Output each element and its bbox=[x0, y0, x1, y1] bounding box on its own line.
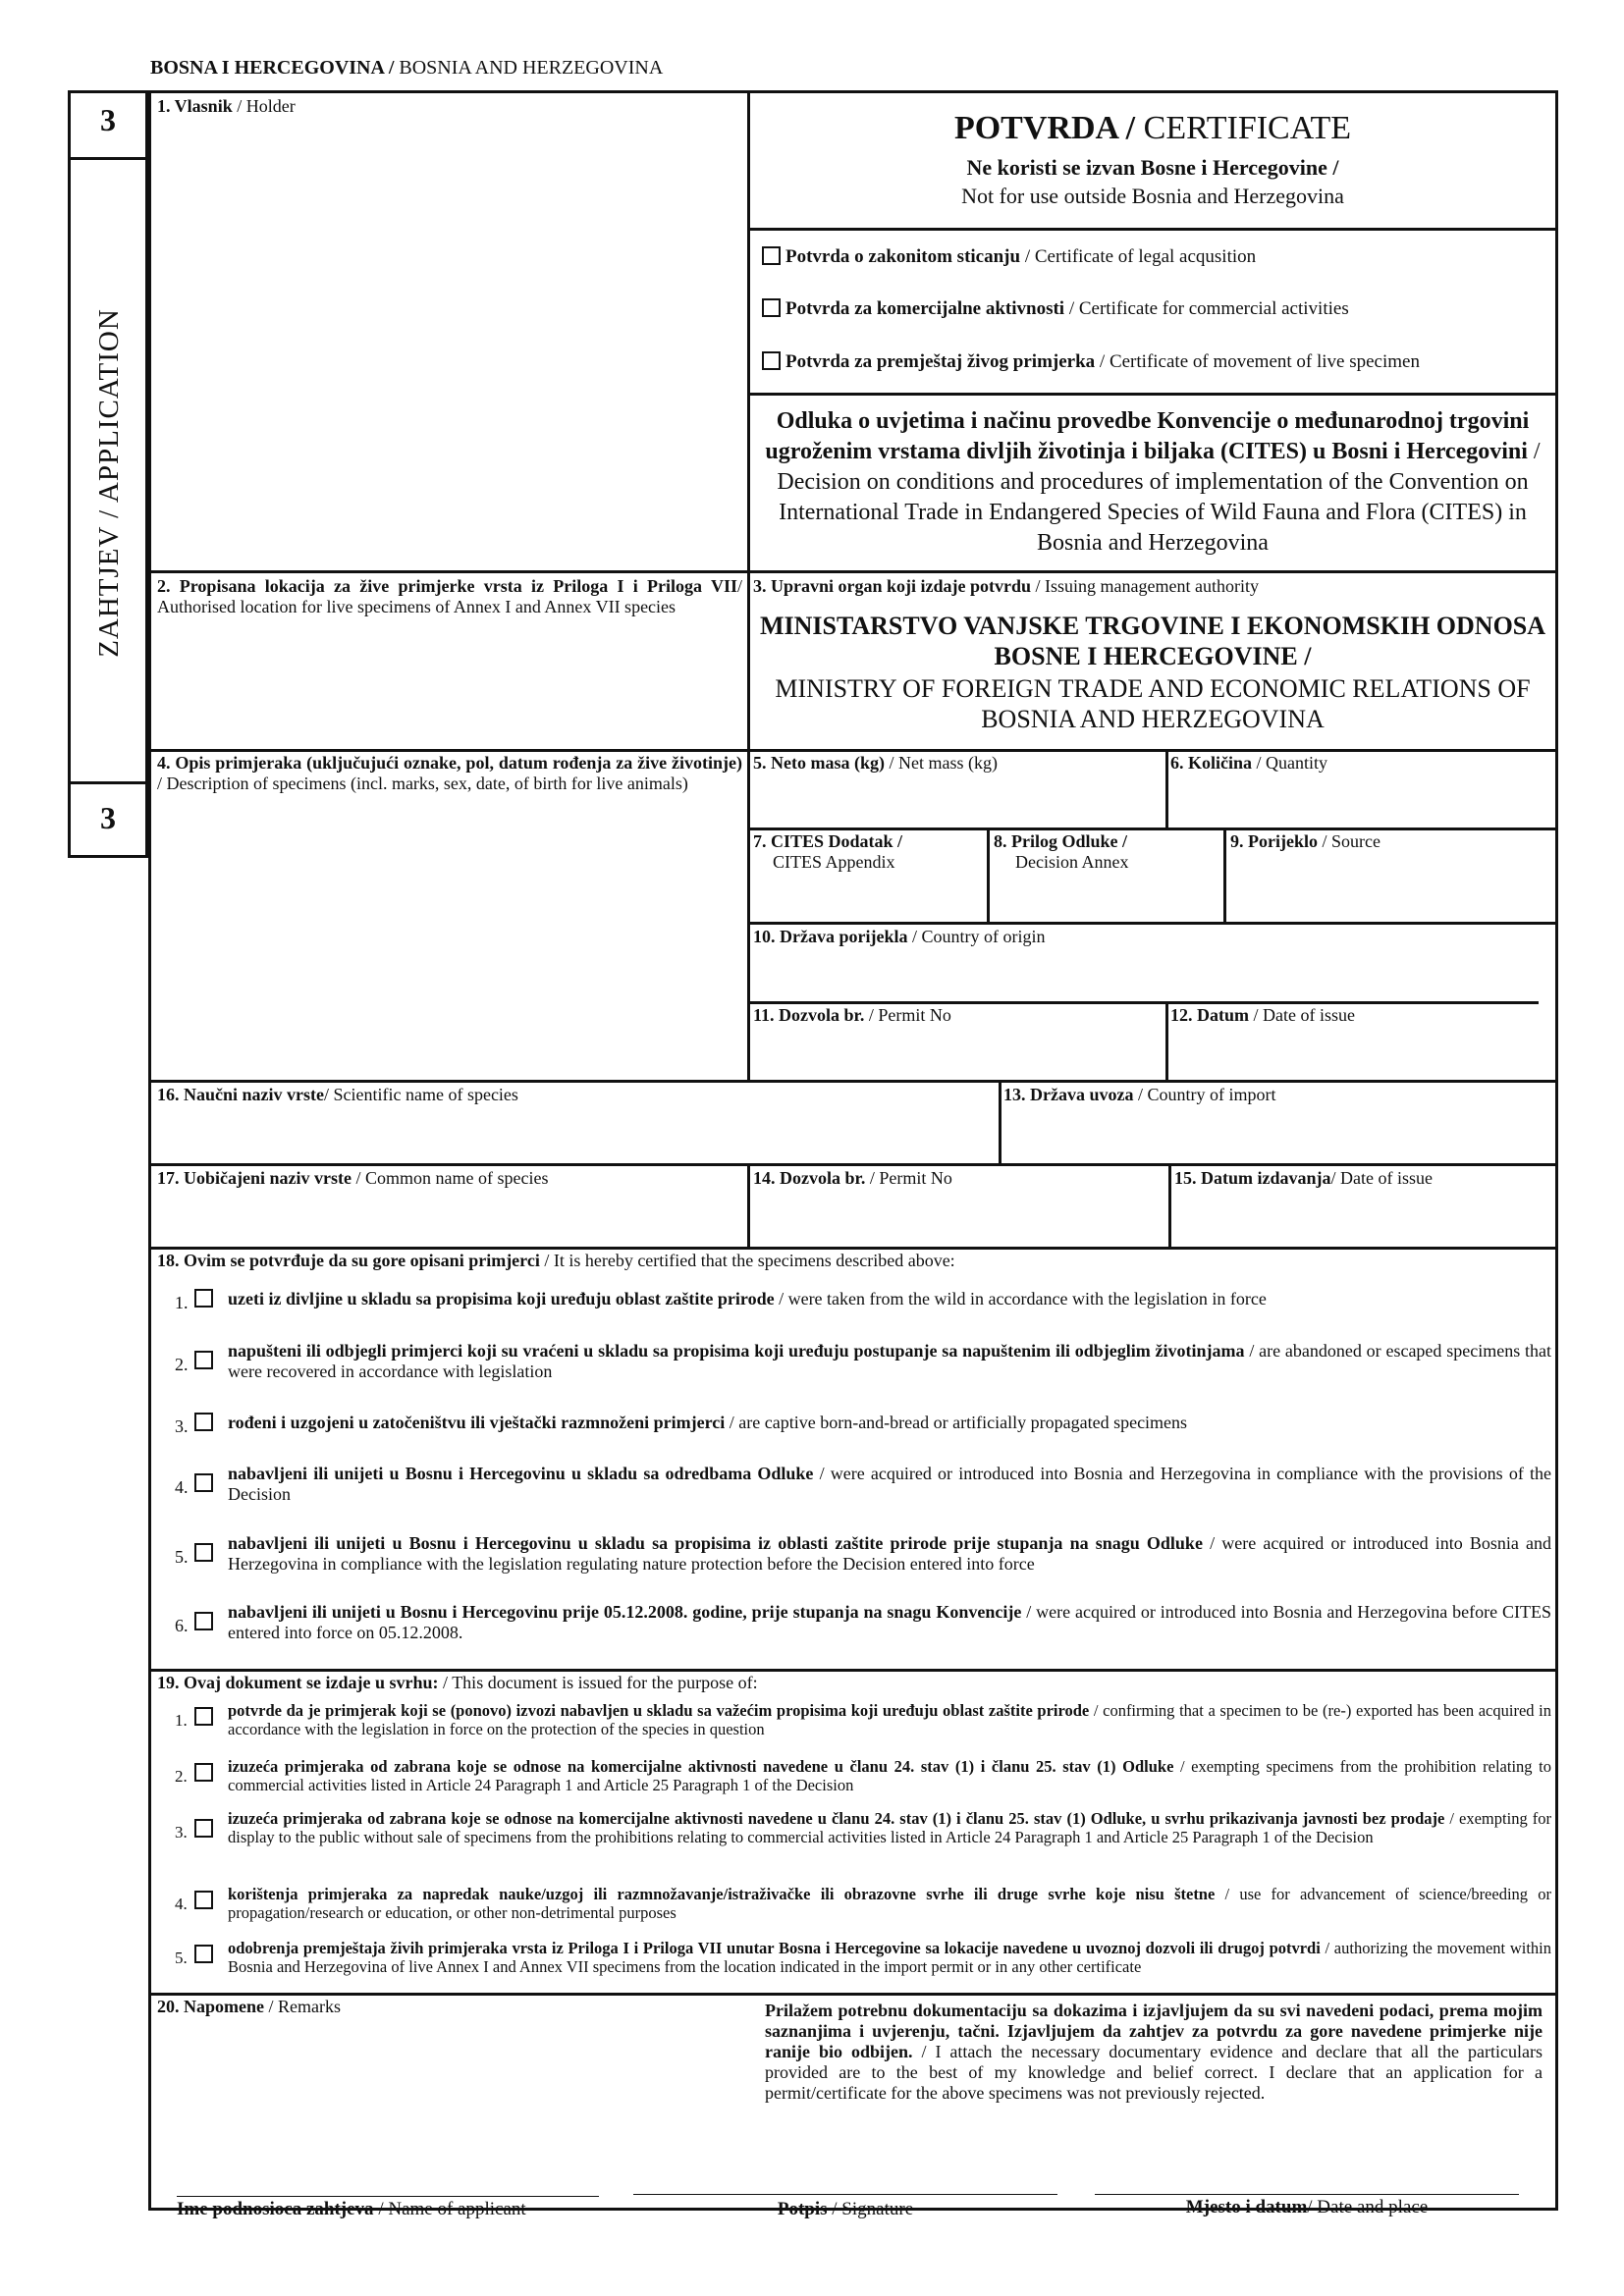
label-bold: Ime podnosioca zahtjeva bbox=[177, 2199, 374, 2219]
label-en: / Signature bbox=[827, 2199, 914, 2219]
option-number: 1. bbox=[175, 1711, 188, 1730]
field-12-date-label bbox=[1170, 1005, 1355, 1026]
option-text bbox=[228, 1413, 1551, 1433]
label-bold: 12. Datum bbox=[1170, 1005, 1249, 1025]
cert-type-label: Potvrda za komercijalne aktivnosti bbox=[785, 298, 1065, 319]
decision-bold: Odluka o uvjetima i načinu provedbe Konvencije o međunarodnoj trgovini ugroženim vrstama divljih životinja i biljaka (CITES) u Bosni i Hercegovini bbox=[765, 408, 1530, 464]
section-18-heading bbox=[157, 1251, 955, 1271]
field-7-appendix-label bbox=[753, 831, 902, 873]
label-en: / Quantity bbox=[1252, 753, 1328, 773]
issuing-authority-name-en: MINISTRY OF FOREIGN TRADE AND ECONOMIC RELATIONS OF BOSNIA AND HERZEGOVINA bbox=[775, 674, 1531, 733]
option-checkbox[interactable] bbox=[194, 1351, 213, 1369]
label-bold: izuzeća primjeraka od zabrana koje se odnose na komercijalne aktivnosti navedene u članu 24. stav (1) i članu 25. stav (1) Odluke bbox=[228, 1757, 1174, 1776]
section-18-option-3[interactable] bbox=[175, 1413, 1551, 1436]
label-en: / Permit No bbox=[864, 1005, 951, 1025]
country-header bbox=[150, 57, 663, 80]
label-en: / Name of applicant bbox=[373, 2199, 526, 2219]
section-19-option-3[interactable] bbox=[175, 1809, 1551, 1846]
cert-type-commercial[interactable] bbox=[762, 298, 1349, 320]
option-checkbox[interactable] bbox=[194, 1289, 213, 1308]
option-number: 3. bbox=[175, 1823, 188, 1842]
label-en: Decision Annex bbox=[1015, 852, 1129, 872]
label-bold: uzeti iz divljine u skladu sa propisima koji uređuju oblast zaštite prirode bbox=[228, 1289, 775, 1308]
option-number: 2. bbox=[175, 1767, 188, 1786]
option-number: 5. bbox=[175, 1547, 189, 1567]
cert-type-label-en: / Certificate of legal acqusition bbox=[1020, 246, 1257, 267]
section-19-option-2[interactable] bbox=[175, 1757, 1551, 1794]
country-of-origin-input[interactable] bbox=[751, 950, 1554, 999]
label-bold: 11. Dozvola br. bbox=[753, 1005, 865, 1025]
section-18-option-2[interactable] bbox=[175, 1341, 1551, 1382]
field-2-location-label bbox=[157, 576, 742, 617]
label-en: / Common name of species bbox=[351, 1168, 549, 1188]
copy-number-bottom: 3 bbox=[100, 800, 116, 835]
cert-type-label-en: / Certificate for commercial activities bbox=[1064, 298, 1349, 319]
field-13-country-import-label bbox=[1003, 1085, 1275, 1105]
label-bold: 6. Količina bbox=[1170, 753, 1253, 773]
label-bold: nabavljeni ili unijeti u Bosnu i Hercegovinu u skladu sa propisima iz oblasti zaštite prirode prije stupanja na snagu Odluke bbox=[228, 1533, 1203, 1553]
label-en: / were acquired or introduced into Bosnia and Herzegovina in compliance with the legislation regulating nature protection before the Decision entered into force bbox=[228, 1533, 1551, 1574]
section-19-option-4[interactable] bbox=[175, 1885, 1551, 1922]
field-10-origin-label bbox=[753, 927, 1045, 947]
label-en: / Source bbox=[1317, 831, 1380, 851]
label-bold: napušteni ili odbjegli primjerci koji su vraćeni u skladu sa propisima koji uređuju postupanje sa napuštenim ili odbjeglim životinjama bbox=[228, 1341, 1245, 1361]
option-text bbox=[228, 1602, 1551, 1643]
certificate-title-bold: POTVRDA / bbox=[953, 110, 1136, 146]
label-en: / are captive born-and-bread or artificially propagated specimens bbox=[725, 1413, 1188, 1432]
label-en: / Description of specimens (incl. marks, sex, date, of birth for live animals) bbox=[157, 774, 688, 793]
label-en: / use for advancement of science/breeding or propagation/research or education, or other non-detrimental purposes bbox=[228, 1885, 1551, 1922]
option-checkbox[interactable] bbox=[194, 1543, 213, 1562]
label-en: / exempting specimens from the prohibition relating to commercial activities listed in Article 24 Paragraph 1 and Article 25 Paragraph 1 of the Decision bbox=[228, 1757, 1551, 1794]
label-bold: 10. Država porijekla bbox=[753, 927, 908, 946]
vertical-label-text: ZAHTJEV / APPLICATION bbox=[93, 308, 125, 658]
option-number: 3. bbox=[175, 1416, 189, 1436]
section-18-option-1[interactable] bbox=[175, 1289, 1551, 1312]
label-bold: 1. Vlasnik bbox=[157, 96, 233, 116]
cert-type-movement[interactable] bbox=[762, 351, 1420, 373]
label-en: / Country of origin bbox=[907, 927, 1046, 946]
usage-notice-en: Not for use outside Bosnia and Herzegovina bbox=[961, 184, 1344, 208]
section-19-option-5[interactable] bbox=[175, 1939, 1551, 1976]
option-checkbox[interactable] bbox=[194, 1413, 213, 1431]
option-text bbox=[228, 1939, 1551, 1976]
label-bold: 19. Ovaj dokument se izdaje u svrhu: bbox=[157, 1673, 439, 1692]
label-bold: 3. Upravni organ koji izdaje potvrdu bbox=[753, 576, 1032, 596]
label-bold: 13. Država uvoza bbox=[1003, 1085, 1134, 1104]
section-19-heading bbox=[157, 1673, 758, 1693]
label-en: / Net mass (kg) bbox=[884, 753, 998, 773]
field-17-common-name-label bbox=[157, 1168, 548, 1189]
label-en: CITES Appendix bbox=[773, 852, 895, 872]
label-bold: 15. Datum izdavanja bbox=[1174, 1168, 1331, 1188]
label-en: / exempting for display to the public without sale of specimens from the prohibitions relating to commercial activities listed in Article 24 Paragraph 1 and Article 25 Paragraph 1 of the Decision bbox=[228, 1809, 1551, 1846]
field-11-permit-label bbox=[753, 1005, 951, 1026]
section-18-option-4[interactable] bbox=[175, 1464, 1551, 1505]
option-text bbox=[228, 1885, 1551, 1922]
option-number: 4. bbox=[175, 1477, 189, 1497]
option-number: 4. bbox=[175, 1895, 188, 1913]
date-place-input[interactable] bbox=[1095, 2140, 1519, 2192]
checkbox-movement[interactable] bbox=[762, 351, 781, 370]
field-15-date-label bbox=[1174, 1168, 1433, 1189]
label-en: / Authorised location for live specimens of Annex I and Annex VII species bbox=[157, 576, 742, 616]
usage-notice: Ne koristi se izvan Bosne i Hercegovine / bbox=[966, 155, 1339, 180]
quantity-input[interactable] bbox=[1169, 775, 1554, 825]
label-en: / Country of import bbox=[1133, 1085, 1276, 1104]
option-number: 5. bbox=[175, 1949, 188, 1967]
option-text bbox=[228, 1809, 1551, 1846]
option-text bbox=[228, 1464, 1551, 1505]
option-checkbox[interactable] bbox=[194, 1763, 213, 1782]
applicant-name-label bbox=[177, 2199, 599, 2220]
decision-en: / Decision on conditions and procedures of implementation of the Convention on International Trade in Endangered Species of Wild Fauna and Flora (CITES) in Bosnia and Herzegovina bbox=[777, 439, 1541, 556]
option-text bbox=[228, 1701, 1551, 1738]
signature-label bbox=[633, 2199, 1057, 2220]
cert-type-legal-acquisition[interactable] bbox=[762, 246, 1256, 268]
checkbox-commercial[interactable] bbox=[762, 298, 781, 317]
label-bold: nabavljeni ili unijeti u Bosnu i Hercegovinu prije 05.12.2008. godine, prije stupanja na snagu Konvencije bbox=[228, 1602, 1022, 1622]
label-en: / are abandoned or escaped specimens that were recovered in accordance with legislation bbox=[228, 1341, 1551, 1381]
label-bold: rođeni i uzgojeni u zatočeništvu ili vještački razmnoženi primjerci bbox=[228, 1413, 726, 1432]
label-bold: 2. Propisana lokacija za žive primjerke vrsta iz Priloga I i Priloga VII bbox=[157, 576, 737, 596]
option-checkbox[interactable] bbox=[194, 1945, 213, 1963]
label-bold: odobrenja premještaja živih primjeraka vrsta iz Priloga I i Priloga VII unutar Bosna i Hercegovine sa lokacije navedene u uvoznoj dozvoli ili drugoj potvrdi bbox=[228, 1939, 1321, 1957]
field-6-quantity-label bbox=[1170, 753, 1327, 774]
label-bold: Potpis bbox=[777, 2199, 828, 2219]
label-en: / were taken from the wild in accordance with the legislation in force bbox=[774, 1289, 1267, 1308]
label-en: / confirming that a specimen to be (re-) exported has been acquired in accordance with the legislation in force on the protection of the species in question bbox=[228, 1701, 1551, 1738]
section-18-option-6[interactable] bbox=[175, 1602, 1551, 1643]
label-bold: potvrde da je primjerak koji se (ponovo) izvozi nabavljen u skladu sa važećim propisima koji uređuju oblast zaštite prirode bbox=[228, 1701, 1090, 1720]
option-checkbox[interactable] bbox=[194, 1612, 213, 1630]
option-text bbox=[228, 1341, 1551, 1382]
label-bold: 18. Ovim se potvrđuje da su gore opisani primjerci bbox=[157, 1251, 540, 1270]
cert-type-label: Potvrda za premještaj živog primjerka bbox=[785, 351, 1096, 372]
holder-input[interactable] bbox=[155, 120, 742, 566]
label-bold: 20. Napomene bbox=[157, 1997, 264, 2016]
label-bold: 9. Porijeklo bbox=[1230, 831, 1318, 851]
section-18-option-5[interactable] bbox=[175, 1533, 1551, 1575]
vertical-application-label bbox=[93, 287, 133, 679]
label-en: / authorizing the movement within Bosnia and Herzegovina of live Annex I and Annex VII specimens from the location indicated in the import permit or in any other certificate bbox=[228, 1939, 1551, 1976]
description-input[interactable] bbox=[155, 825, 742, 1076]
date-place-label bbox=[1095, 2197, 1519, 2218]
label-bold: Mjesto i datum bbox=[1185, 2197, 1308, 2217]
label-bold: izuzeća primjeraka od zabrana koje se odnose na komercijalne aktivnosti navedene u članu 24. stav (1) i članu 25. stav (1) Odluke, u svrhu prikazivanja javnosti bez prodaje bbox=[228, 1809, 1445, 1828]
net-mass-input[interactable] bbox=[751, 775, 1162, 825]
option-text bbox=[228, 1289, 1551, 1309]
label-en: / I attach the necessary documentary evidence and declare that all the particulars provided are to the best of my knowledge and belief correct. I declare that an application for a permit/certificate for the above specimens was not previously rejected. bbox=[765, 2042, 1543, 2103]
field-4-description-label bbox=[157, 753, 742, 794]
location-input[interactable] bbox=[155, 648, 742, 746]
decision-reference bbox=[752, 406, 1553, 559]
label-bold: 5. Neto masa (kg) bbox=[753, 753, 885, 773]
section-19-option-1[interactable] bbox=[175, 1701, 1551, 1738]
label-en: / This document is issued for the purpose of: bbox=[438, 1673, 758, 1692]
option-number: 6. bbox=[175, 1616, 189, 1635]
label-en: / Date and place bbox=[1307, 2197, 1429, 2217]
signature-field[interactable] bbox=[633, 2140, 1057, 2192]
label-bold: nabavljeni ili unijeti u Bosnu i Hercegovinu u skladu sa odredbama Odluke bbox=[228, 1464, 814, 1483]
label-bold: 16. Naučni naziv vrste bbox=[157, 1085, 324, 1104]
cert-type-label-en: / Certificate of movement of live specimen bbox=[1095, 351, 1420, 372]
label-bold: korištenja primjeraka za napredak nauke/uzgoj ili razmnožavanje/istraživačke ili obrazovne svrhe ili druge svrhe koje nisu štetne bbox=[228, 1885, 1216, 1903]
copy-number-top: 3 bbox=[100, 102, 116, 137]
issuing-authority-name: MINISTARSTVO VANJSKE TRGOVINE I EKONOMSKIH ODNOSA BOSNE I HERCEGOVINE / bbox=[759, 612, 1546, 670]
country-header-en: BOSNIA AND HERZEGOVINA bbox=[394, 57, 664, 79]
field-3-authority-label bbox=[753, 576, 1259, 597]
option-checkbox[interactable] bbox=[194, 1473, 213, 1492]
option-checkbox[interactable] bbox=[194, 1707, 213, 1726]
label-bold: 14. Dozvola br. bbox=[753, 1168, 866, 1188]
label-en: / Permit No bbox=[865, 1168, 952, 1188]
checkbox-legal-acquisition[interactable] bbox=[762, 246, 781, 265]
option-checkbox[interactable] bbox=[194, 1891, 213, 1909]
label-bold: 4. Opis primjeraka (uključujući oznake, pol, datum rođenja za žive životinje) bbox=[157, 753, 742, 773]
option-text bbox=[228, 1757, 1551, 1794]
applicant-declaration bbox=[765, 2001, 1543, 2104]
country-header-bold: BOSNA I HERCEGOVINA / bbox=[150, 57, 395, 79]
label-en: / Date of issue bbox=[1330, 1168, 1433, 1188]
certificate-title bbox=[750, 110, 1555, 147]
label-en: / were acquired or introduced into Bosnia and Herzegovina before CITES entered into force on 05.12.2008. bbox=[228, 1602, 1551, 1642]
certificate-title-en: CERTIFICATE bbox=[1135, 110, 1352, 146]
field-8-annex-label bbox=[994, 831, 1128, 873]
applicant-name-input[interactable] bbox=[177, 2140, 599, 2194]
label-bold: 8. Prilog Odluke / bbox=[994, 831, 1128, 851]
cert-type-label: Potvrda o zakonitom sticanju bbox=[785, 246, 1021, 267]
field-9-source-label bbox=[1230, 831, 1380, 852]
field-1-holder-label bbox=[157, 96, 296, 117]
field-16-scientific-name-label bbox=[157, 1085, 518, 1105]
option-number: 2. bbox=[175, 1355, 189, 1374]
label-en: / Remarks bbox=[264, 1997, 341, 2016]
option-text bbox=[228, 1533, 1551, 1575]
label-en: / Issuing management authority bbox=[1031, 576, 1259, 596]
label-en: / It is hereby certified that the specimens described above: bbox=[539, 1251, 955, 1270]
label-bold: 17. Uobičajeni naziv vrste bbox=[157, 1168, 352, 1188]
option-checkbox[interactable] bbox=[194, 1819, 213, 1838]
label-en: / Date of issue bbox=[1249, 1005, 1355, 1025]
field-14-permit-label bbox=[753, 1168, 952, 1189]
label-bold: 7. CITES Dodatak / bbox=[753, 831, 903, 851]
option-number: 1. bbox=[175, 1293, 189, 1312]
section-20-remarks-label bbox=[157, 1997, 341, 2017]
field-5-net-mass-label bbox=[753, 753, 998, 774]
label-en: / Scientific name of species bbox=[324, 1085, 518, 1104]
label-en: / Holder bbox=[232, 96, 296, 116]
label-bold: Prilažem potrebnu dokumentaciju sa dokazima i izjavljujem da su svi navedeni podaci, prema mojim saznanjima i uvjerenju, tačni. Izjavljujem da zahtjev za potvrdu za gore navedene primjerke nije ranije bio odbijen. bbox=[765, 2001, 1543, 2061]
label-en: / were acquired or introduced into Bosnia and Herzegovina in compliance with the provisions of the Decision bbox=[228, 1464, 1551, 1504]
